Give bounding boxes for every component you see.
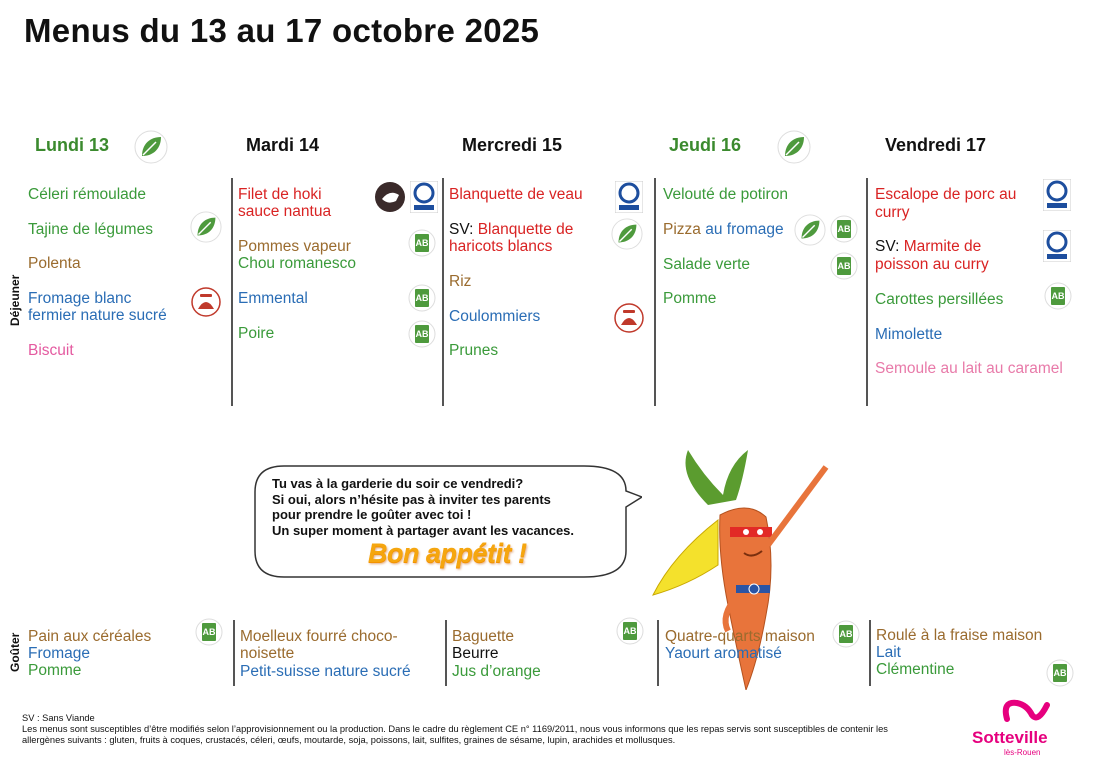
snack-item: Yaourt aromatisé	[665, 645, 782, 662]
svg-text:AB: AB	[837, 261, 851, 271]
menu-item: poisson au curry	[875, 256, 989, 273]
organic-ab-icon	[616, 617, 644, 645]
menu-item: Blanquette de veau	[449, 186, 583, 203]
menu-item: Filet de hoki	[238, 186, 322, 203]
snack-item: Baguette	[452, 628, 515, 645]
menu-item: Polenta	[28, 255, 81, 272]
day-header-thursday: Jeudi 16	[669, 135, 742, 155]
dish-part: au fromage	[700, 221, 784, 238]
sv-note: SV : Sans Viande	[22, 713, 95, 723]
column-divider	[869, 620, 871, 686]
menu-item: fermier nature sucré	[28, 307, 167, 324]
snack-item: Fromage	[28, 645, 91, 662]
snack-item: Quatre-quarts maison	[665, 628, 815, 645]
dish-part: Pizza	[663, 221, 701, 238]
sv-prefix: SV:	[449, 221, 478, 238]
menu-item: Pomme	[663, 290, 717, 307]
column-divider	[445, 620, 447, 686]
menu-item: Riz	[449, 273, 472, 290]
svg-text:AB: AB	[415, 329, 429, 339]
menu-item: Escalope de porc au	[875, 186, 1017, 203]
organic-ab-icon	[1046, 659, 1074, 687]
menu-item: Semoule au lait au caramel	[875, 360, 1063, 377]
snack-item: noisette	[240, 645, 295, 662]
bubble-text	[272, 476, 614, 538]
snack-section-label: Goûter	[8, 632, 22, 672]
footer-notes	[22, 713, 902, 746]
snack-item: Petit-suisse nature sucré	[240, 663, 411, 680]
fish-label-icon	[374, 181, 406, 213]
bubble-line: Un super moment à partager avant les vacances.	[272, 522, 575, 538]
label-rouge-icon	[615, 181, 643, 213]
day-header-friday: Vendredi 17	[885, 135, 987, 155]
svg-text:AB: AB	[1051, 291, 1065, 301]
svg-text:AB: AB	[837, 224, 851, 234]
page-title: Menus du 13 au 17 octobre 2025	[24, 12, 540, 49]
menu-item: Prunes	[449, 342, 499, 359]
column-divider	[657, 620, 659, 686]
leaf-icon	[190, 211, 222, 243]
column-divider	[233, 620, 235, 686]
menu-item: sauce nantua	[238, 203, 332, 220]
menu-item: Fromage blanc	[28, 290, 132, 307]
svg-text:AB: AB	[415, 293, 429, 303]
menu-item: Emmental	[238, 290, 308, 307]
column-divider	[442, 178, 444, 406]
leaf-icon	[611, 218, 643, 250]
organic-ab-icon	[408, 229, 436, 257]
bon-appetit-slogan: Bon appétit !	[368, 538, 527, 568]
day-header-wednesday: Mercredi 15	[462, 135, 563, 155]
svg-text:AB: AB	[839, 629, 853, 639]
day-header-tuesday: Mardi 14	[246, 135, 320, 155]
label-rouge-icon	[1043, 230, 1071, 262]
menu-item: Velouté de potiron	[663, 186, 788, 203]
logo-subtitle: lès-Rouen	[1004, 748, 1041, 757]
column-divider	[654, 178, 656, 406]
menu-item: Carottes persillées	[875, 291, 1004, 308]
bubble-line: pour prendre le goûter avec toi !	[272, 507, 472, 522]
snack-item: Lait	[876, 644, 901, 661]
sv-dish: Blanquette de	[477, 221, 574, 238]
organic-ab-icon	[1044, 282, 1072, 310]
menu-item: curry	[875, 204, 910, 221]
leaf-icon	[777, 130, 811, 164]
svg-text:AB: AB	[415, 238, 429, 248]
snack-item: Roulé à la fraise maison	[876, 627, 1043, 644]
snack-item: Pain aux céréales	[28, 628, 152, 645]
organic-ab-icon	[195, 618, 223, 646]
logo-mark-icon	[972, 695, 1082, 725]
sv-dish: Marmite de	[903, 238, 982, 255]
sv-prefix: SV:	[875, 238, 904, 255]
organic-ab-icon	[830, 252, 858, 280]
leaf-icon	[794, 214, 826, 246]
sotteville-logo	[972, 695, 1082, 755]
organic-ab-icon	[408, 320, 436, 348]
local-product-icon	[614, 303, 644, 333]
column-divider	[866, 178, 868, 406]
leaf-icon	[134, 130, 168, 164]
menu-item: Salade verte	[663, 256, 751, 273]
day-header-monday: Lundi 13	[35, 135, 110, 155]
svg-text:AB: AB	[623, 626, 637, 636]
allergen-notice: Les menus sont susceptibles d’être modifiés selon l’approvisionnement ou la production. Dans le cadre du règlement CE n° 1169/2011, nous vous informons que les repas servis sont susceptibles de contenir les allergènes suivants : gluten, fruits à coques, crustacés, céleri, œufs, moutarde, soja, poissons, lait, sulfites, graines de sésame, lupin, arachides et mollusques.	[22, 724, 888, 745]
bubble-line: Tu vas à la garderie du soir ce vendredi?	[272, 476, 524, 491]
organic-ab-icon	[830, 215, 858, 243]
svg-text:AB: AB	[202, 627, 216, 637]
snack-item: Jus d’orange	[452, 663, 541, 680]
organic-ab-icon	[408, 284, 436, 312]
snack-item: Moelleux fourré choco-	[240, 628, 398, 645]
menu-item	[875, 238, 981, 255]
lunch-section-label: Déjeuner	[8, 274, 22, 326]
organic-ab-icon	[832, 620, 860, 648]
label-rouge-icon	[1043, 179, 1071, 211]
column-divider	[231, 178, 233, 406]
snack-item: Clémentine	[876, 661, 955, 678]
menu-item: Pommes vapeur	[238, 238, 351, 255]
snack-item: Pomme	[28, 662, 82, 679]
menu-item: Coulommiers	[449, 308, 541, 325]
bubble-line: Si oui, alors n’hésite pas à inviter tes parents	[272, 491, 551, 507]
snack-item: Beurre	[452, 645, 499, 662]
menu-item	[663, 221, 784, 238]
menu-item: Biscuit	[28, 342, 74, 359]
svg-text:AB: AB	[1053, 668, 1067, 678]
logo-name: Sotteville	[972, 728, 1048, 747]
menu-item: Tajine de légumes	[28, 221, 153, 238]
menu-item: haricots blancs	[449, 238, 553, 255]
menu-item: Céleri rémoulade	[28, 186, 147, 203]
label-rouge-icon	[410, 181, 438, 213]
menu-item: Mimolette	[875, 326, 943, 343]
local-product-icon	[191, 287, 221, 317]
menu-item	[449, 221, 573, 238]
menu-item: Chou romanesco	[238, 255, 357, 272]
menu-item: Poire	[238, 325, 275, 342]
